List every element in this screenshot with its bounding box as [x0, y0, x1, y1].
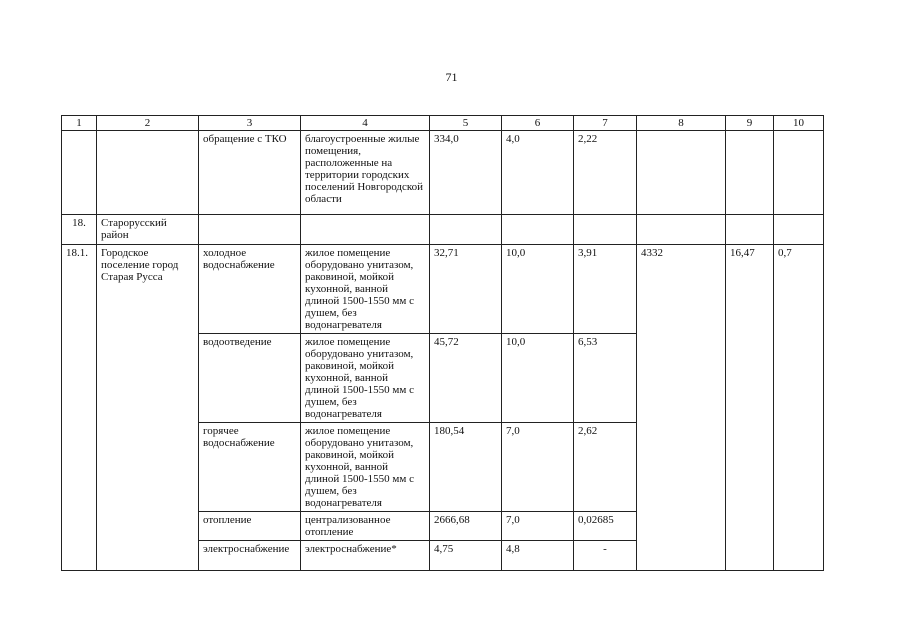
page-number: 71 [445, 70, 458, 84]
value-col5: 4,75 [430, 541, 502, 571]
header-cell: 9 [726, 116, 774, 131]
value-col5: 334,0 [430, 131, 502, 215]
header-cell: 10 [774, 116, 824, 131]
header-cell: 1 [62, 116, 97, 131]
header-cell: 4 [301, 116, 430, 131]
row-number: 18. [62, 215, 97, 245]
district-name: Старорусский район [97, 215, 199, 245]
value-col6: 7,0 [502, 423, 574, 512]
value-col7: 2,62 [574, 423, 637, 512]
value-col5: 32,71 [430, 245, 502, 334]
value-col7: 2,22 [574, 131, 637, 215]
value-col10: 0,7 [774, 245, 824, 571]
service-name: горячее водоснабжение [199, 423, 301, 512]
value-col6: 4,8 [502, 541, 574, 571]
tko-row [62, 131, 824, 215]
service-description: электроснабжение* [301, 541, 430, 571]
header-cell: 8 [637, 116, 726, 131]
service-description: жилое помещение оборудовано унитазом, раковиной, мойкой кухонной, ванной длиной 1500-1550 мм с душем, без водонагревателя [301, 245, 430, 334]
value-col7: 6,53 [574, 334, 637, 423]
value-col6: 4,0 [502, 131, 574, 215]
header-cell: 3 [199, 116, 301, 131]
tariff-table [61, 115, 824, 571]
value-col6: 10,0 [502, 245, 574, 334]
value-col6: 7,0 [502, 512, 574, 541]
header-cell: 2 [97, 116, 199, 131]
header-cell: 5 [430, 116, 502, 131]
value-col5: 180,54 [430, 423, 502, 512]
settlement-name: Городское поселение город Старая Русса [97, 245, 199, 571]
service-name: холодное водоснабжение [199, 245, 301, 334]
row-number: 18.1. [62, 245, 97, 571]
value-col8: 4332 [637, 245, 726, 571]
header-row [62, 116, 824, 131]
value-col7: 0,02685 [574, 512, 637, 541]
district-row [62, 215, 824, 245]
value-col5: 45,72 [430, 334, 502, 423]
service-name: водоотведение [199, 334, 301, 423]
service-description: благоустроенные жилые помещения, расположенные на территории городских поселений Новгородской области [301, 131, 430, 215]
header-cell: 6 [502, 116, 574, 131]
service-name: электроснабжение [199, 541, 301, 571]
service-row [62, 245, 824, 334]
service-name: отопление [199, 512, 301, 541]
header-cell: 7 [574, 116, 637, 131]
value-col6: 10,0 [502, 334, 574, 423]
service-description: жилое помещение оборудовано унитазом, раковиной, мойкой кухонной, ванной длиной 1500-1550 мм с душем, без водонагревателя [301, 334, 430, 423]
value-col9: 16,47 [726, 245, 774, 571]
value-col7: 3,91 [574, 245, 637, 334]
value-col7: - [574, 541, 637, 571]
service-description: жилое помещение оборудовано унитазом, раковиной, мойкой кухонной, ванной длиной 1500-1550 мм с душем, без водонагревателя [301, 423, 430, 512]
service-description: централизованное отопление [301, 512, 430, 541]
value-col5: 2666,68 [430, 512, 502, 541]
service-name: обращение с ТКО [199, 131, 301, 215]
